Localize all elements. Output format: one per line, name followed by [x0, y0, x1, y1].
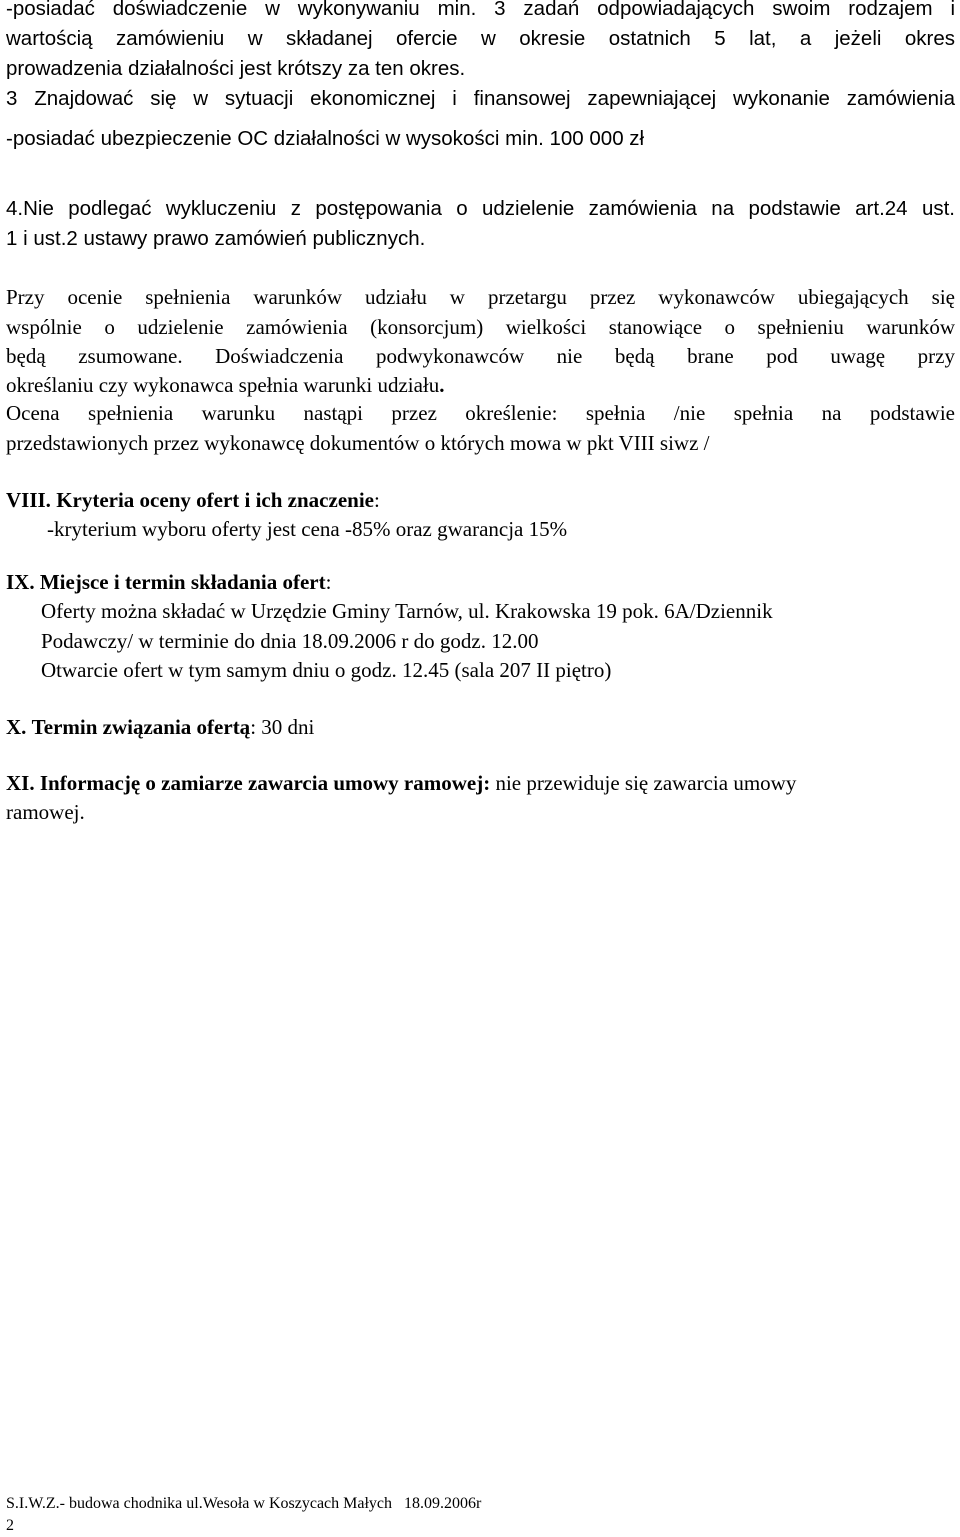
section-x-heading — [6, 712, 314, 742]
consortium-line-4-period: . — [439, 373, 445, 397]
section-viii-colon: : — [373, 488, 380, 512]
section-x-title: Termin związania ofertą — [31, 715, 251, 739]
section-xi-heading — [6, 768, 796, 798]
section-ix-number: IX. — [6, 570, 35, 594]
opening-line: Otwarcie ofert w tym samym dniu o godz. 12.45 (sala 207 II piętro) — [41, 658, 612, 682]
submission-place-line: Oferty można składać w Urzędzie Gminy Tarnów, ul. Krakowska 19 pok. 6A/Dziennik — [41, 599, 773, 623]
section-viii-number: VIII. — [6, 488, 51, 512]
section-x-value: : 30 dni — [250, 715, 315, 739]
page-number: 2 — [6, 1517, 14, 1534]
section-xi-value-line-2: ramowej. — [6, 800, 85, 824]
experience-line-2: wartością zamówieniu w składanej ofercie w okresie ostatnich 5 lat, a jeżeli okres — [6, 27, 955, 50]
consortium-line-2: wspólnie o udzielenie zamówienia (konsorcjum) wielkości stanowiące o spełnieniu warunków — [6, 315, 955, 339]
exclusion-line-2: 1 i ust.2 ustawy prawo zamówień publicznych. — [6, 227, 426, 250]
footer-document-title — [6, 1494, 481, 1514]
assessment-line-2: przedstawionych przez wykonawcę dokumentów o których mowa w pkt VIII siwz / — [6, 431, 710, 455]
section-x-number: X. — [6, 715, 27, 739]
insurance-line: -posiadać ubezpieczenie OC działalności w wysokości min. 100 000 zł — [6, 127, 645, 150]
consortium-line-4 — [6, 370, 445, 400]
footer-date: 18.09.2006r — [404, 1495, 482, 1512]
section-ix-heading — [6, 567, 331, 597]
section-ix-colon: : — [325, 570, 332, 594]
section-viii-heading — [6, 485, 380, 515]
economic-condition-line: 3 Znajdować się w sytuacji ekonomicznej i finansowej zapewniającej wykonanie zamówienia — [6, 87, 955, 110]
consortium-line-3: będą zsumowane. Doświadczenia podwykonawców nie będą brane pod uwagę przy — [6, 344, 955, 368]
consortium-line-4-text: określaniu czy wykonawca spełnia warunki udziału — [6, 373, 440, 397]
section-viii-title: Kryteria oceny ofert i ich znaczenie — [56, 488, 374, 512]
section-xi-value: nie przewiduje się zawarcia umowy — [490, 771, 797, 795]
assessment-line-1: Ocena spełnienia warunku nastąpi przez określenie: spełnia /nie spełnia na podstawie — [6, 401, 955, 425]
section-xi-title: Informację o zamiarze zawarcia umowy ramowej: — [39, 771, 491, 795]
experience-line-1: -posiadać doświadczenie w wykonywaniu min. 3 zadań odpowiadających swoim rodzajem i — [6, 0, 955, 20]
section-ix-title: Miejsce i termin składania ofert — [39, 570, 326, 594]
section-xi-number: XI. — [6, 771, 35, 795]
exclusion-line-1: 4.Nie podlegać wykluczeniu z postępowania o udzielenie zamówienia na podstawie art.24 ust. — [6, 197, 955, 220]
footer-title: S.I.W.Z.- budowa chodnika ul.Wesoła w Koszycach Małych — [6, 1495, 393, 1512]
submission-deadline-line: Podawczy/ w terminie do dnia 18.09.2006 r do godz. 12.00 — [41, 629, 539, 653]
criteria-line: -kryterium wyboru oferty jest cena -85% oraz gwarancja 15% — [47, 517, 568, 541]
experience-line-3: prowadzenia działalności jest krótszy za ten okres. — [6, 57, 466, 80]
consortium-line-1: Przy ocenie spełnienia warunków udziału w przetargu przez wykonawców ubiegających się — [6, 285, 955, 309]
